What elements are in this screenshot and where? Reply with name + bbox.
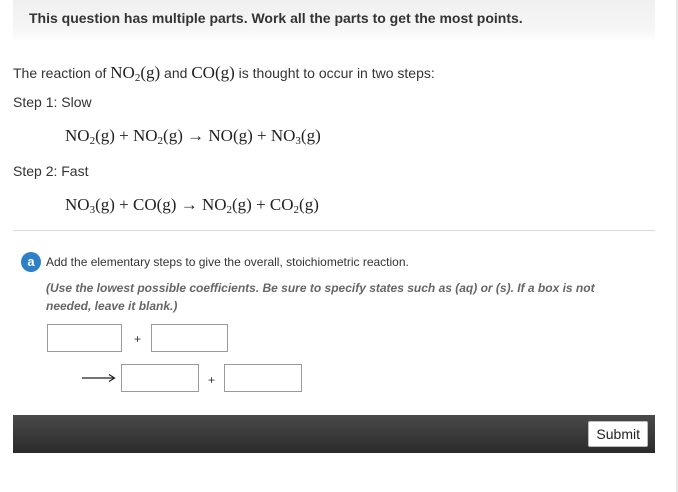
intro-text: The reaction of $NO_2(g)$ and CO(g) is thought to occur in two steps: — [13, 63, 435, 84]
plus-sign: + — [257, 126, 267, 145]
part-a-badge: a — [21, 252, 41, 272]
species-no2: $NO_2(g)$ — [110, 63, 161, 84]
plus-sign: + — [119, 126, 129, 145]
step2-reactant1: $NO_3(g)$ — [65, 195, 115, 216]
species-co: CO(g) — [191, 63, 235, 82]
step2-label: Step 2: Fast — [13, 163, 89, 179]
step2-product1: $NO_2(g)$ — [201, 195, 252, 216]
product1-input[interactable] — [121, 364, 199, 392]
step1-equation — [65, 126, 321, 146]
step1-reactant1: $NO_2(g)$ — [65, 126, 115, 147]
plus-sign: + — [256, 195, 266, 214]
banner-text: This question has multiple parts. Work all the parts to get the most points. — [29, 10, 523, 26]
step1-product1: NO(g) — [208, 126, 253, 145]
plus-sign: + — [119, 195, 129, 214]
plus-sign: + — [208, 373, 216, 387]
section-divider — [13, 230, 655, 231]
step2-equation — [65, 195, 319, 215]
step1-label: Step 1: Slow — [13, 94, 92, 110]
reaction-arrow: → — [187, 126, 205, 145]
step1-product2: $NO_3(g)$ — [270, 126, 321, 147]
instructions-banner — [13, 0, 655, 42]
footer-bar — [13, 415, 655, 453]
part-a-instructions: (Use the lowest possible coefficients. Be sure to specify states such as (aq) or (s). If a box is not needed, leave it blank.) — [46, 281, 595, 313]
submit-button[interactable]: Submit — [588, 421, 648, 447]
plus-sign: + — [134, 332, 142, 346]
reaction-arrow-icon — [82, 372, 116, 384]
step2-reactant2: CO(g) — [132, 195, 177, 214]
part-a-question: Add the elementary steps to give the overall, stoichiometric reaction. — [46, 255, 409, 269]
step1-reactant2: $NO_2(g)$ — [132, 126, 183, 147]
reactant1-input[interactable] — [47, 324, 122, 352]
reaction-arrow: → — [180, 195, 198, 214]
reactant2-input[interactable] — [151, 324, 228, 352]
product2-input[interactable] — [224, 364, 302, 392]
step2-product2: $CO_2(g)$ — [269, 195, 319, 216]
